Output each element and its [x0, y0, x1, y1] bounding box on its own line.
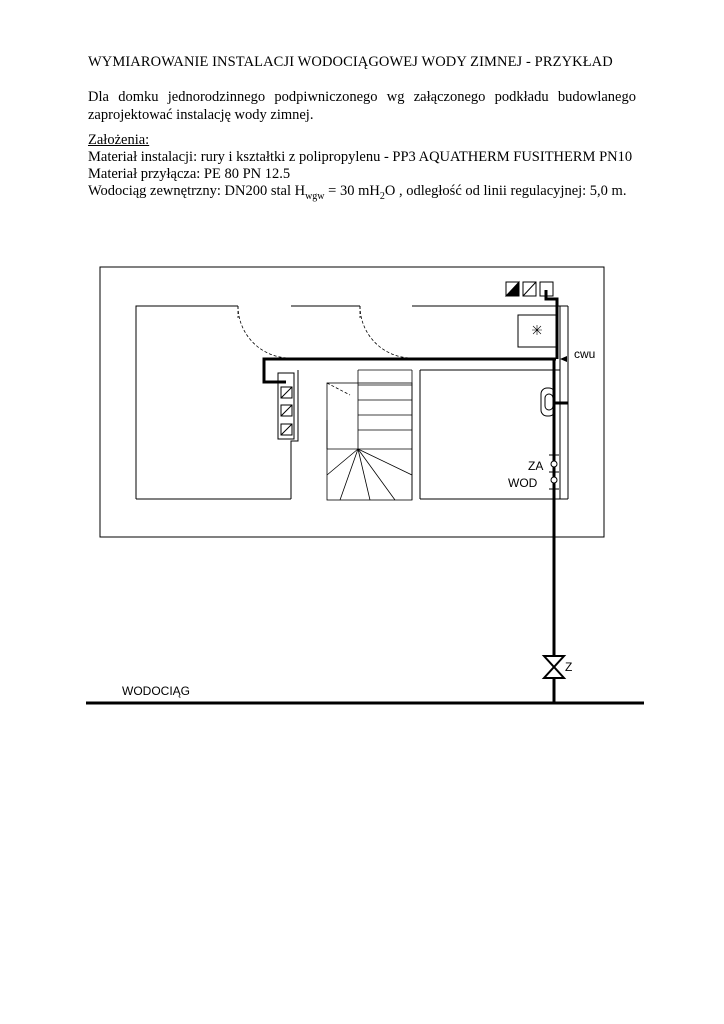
water-main-subscript: wgw — [305, 190, 325, 202]
gate-valve-icon — [544, 656, 564, 678]
water-main-suffix: O , odległość od linii regulacyjnej: 5,0 m. — [384, 183, 627, 199]
connection-line: Materiał przyłącza: PE 80 PN 12.5 — [88, 166, 291, 182]
vent-top-2-mark — [523, 282, 536, 296]
door-swing-1 — [238, 306, 290, 358]
label-wodociag: WODOCIĄG — [122, 684, 190, 698]
vent-cell-1-mark — [281, 387, 292, 398]
washbasin-inner — [545, 394, 553, 410]
label-za: ZA — [528, 459, 544, 473]
page-title: WYMIAROWANIE INSTALACJI WODOCIĄGOWEJ WODY ZIMNEJ - PRZYKŁAD — [88, 54, 613, 70]
boiler-symbol — [532, 325, 542, 335]
vent-top-1-fill — [506, 282, 519, 296]
label-z: Z — [565, 660, 573, 674]
water-main-subscript-2: 2 — [379, 190, 385, 202]
vent-cell-2-mark — [281, 405, 292, 416]
interior-walls — [136, 306, 568, 499]
stair-dashed-line — [327, 383, 350, 395]
door-swing-2 — [360, 306, 412, 358]
valve-top-triangle — [544, 656, 564, 667]
pipe-to-vent — [546, 290, 557, 359]
boiler — [518, 315, 556, 347]
cwu-arrow-icon — [560, 356, 567, 362]
valve-bottom-triangle — [544, 667, 564, 678]
left-room-wall-outer — [136, 306, 238, 499]
za-valve-icon — [551, 461, 557, 467]
staircase — [327, 370, 412, 500]
label-wod: WOD — [508, 476, 538, 490]
vent-cell-3-mark — [281, 424, 292, 435]
label-cwu: cwu — [574, 347, 596, 361]
stair-winder-4 — [358, 449, 395, 500]
water-main-prefix: Wodociąg zewnętrzny: DN200 stal H — [88, 183, 306, 199]
assumptions-heading: Założenia: — [88, 132, 150, 148]
intro-paragraph: Dla domku jednorodzinnego podpiwniczonego wg załączonego podkładu budowlanego zaprojektować instalację wody zimnej. — [88, 89, 636, 123]
stair-winder-5 — [358, 449, 412, 475]
material-line: Materiał instalacji: rury i kształtki z polipropylenu - PP3 AQUATHERM FUSITHERM PN10 — [88, 149, 633, 165]
water-main-mid: = 30 mH — [324, 183, 380, 199]
meter-icon — [551, 477, 557, 483]
door-swings — [238, 306, 412, 358]
building-outline — [100, 267, 604, 537]
stair-frame — [327, 383, 412, 500]
